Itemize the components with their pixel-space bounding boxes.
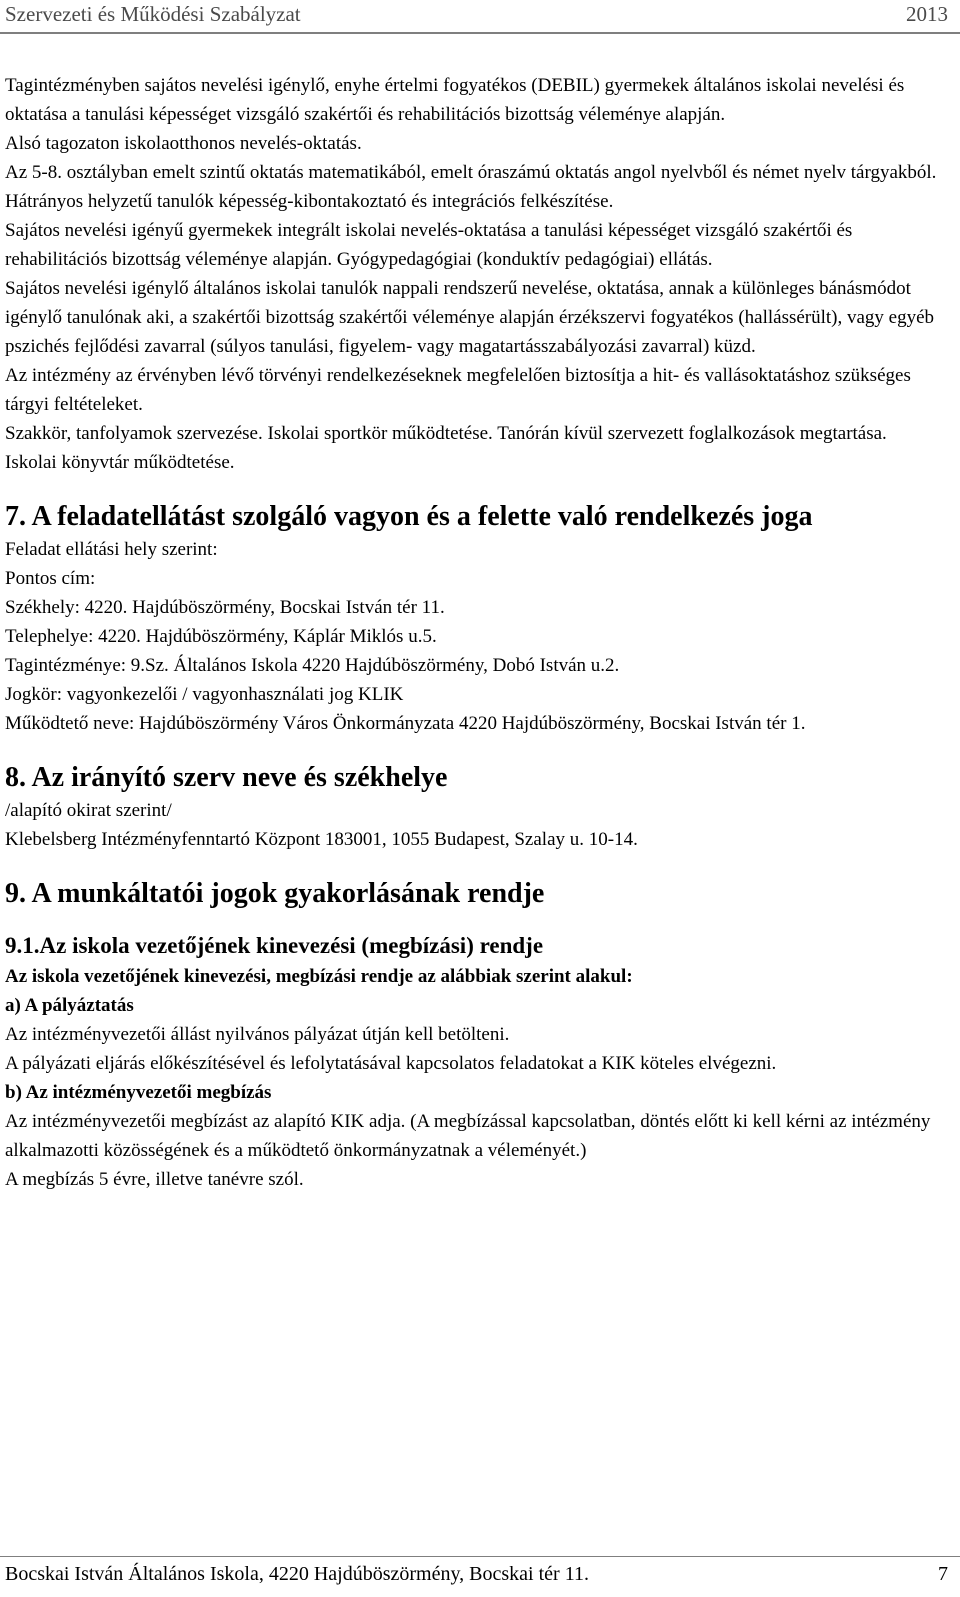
paragraph: Az intézmény az érvényben lévő törvényi rendelkezéseknek megfelelően biztosítja a hit- és vallásoktatáshoz szükséges tárgyi feltételeket. [5,365,911,415]
document-title: Szervezeti és Működési Szabályzat [5,2,301,26]
paragraph: Iskolai könyvtár működtetése. [5,452,235,473]
section-7-line: Tagintézménye: 9.Sz. Általános Iskola 4220 Hajdúböszörmény, Dobó István u.2. [5,655,620,676]
footer-school-address: Bocskai István Általános Iskola, 4220 Hajdúböszörmény, Bocskai tér 11. [5,1563,589,1585]
subsection-a-line: A pályázati eljárás előkészítésével és lefolytatásával kapcsolatos feladatokat a KIK köteles elvégezni. [5,1053,777,1074]
subsection-a-title: a) A pályáztatás [5,995,134,1016]
paragraph: Sajátos nevelési igényű gyermekek integrált iskolai nevelés-oktatása a tanulási képességet vizsgáló szakértői és rehabilitációs bizottság véleménye alapján. Gyógypedagógiai (konduktív pedagógiai) ellátás. [5,220,853,270]
document-year: 2013 [906,2,948,26]
paragraph: Az 5-8. osztályban emelt szintű oktatás matematikából, emelt óraszámú oktatás angol nyelvből és német nyelv tárgyakból. [5,162,937,183]
section-8-line: /alapító okirat szerint/ [5,800,172,821]
page-footer [0,1556,960,1597]
paragraph: Szakkör, tanfolyamok szervezése. Iskolai sportkör működtetése. Tanórán kívül szervezett foglalkozások megtartása. [5,423,887,444]
paragraph: Hátrányos helyzetű tanulók képesség-kibontakoztató és integrációs felkészítése. [5,191,614,212]
subsection-b-line: Az intézményvezetői megbízást az alapító KIK adja. (A megbízással kapcsolatban, döntés előtt ki kell kérni az intézmény alkalmazotti közösségének és a működtető önkormányzatnak a véleményét.) [5,1111,931,1161]
page-number: 7 [938,1563,948,1585]
section-8-line: Klebelsberg Intézményfenntartó Központ 183001, 1055 Budapest, Szalay u. 10-14. [5,829,638,850]
subsection-a-line: Az intézményvezetői állást nyilvános pályázat útján kell betölteni. [5,1024,510,1045]
paragraph: Alsó tagozaton iskolaotthonos nevelés-oktatás. [5,133,362,154]
section-8-heading: 8. Az irányító szerv neve és székhelye [5,762,448,793]
page-content [5,71,950,1194]
subsection-b-title: b) Az intézményvezetői megbízás [5,1082,272,1103]
section-9-intro: Az iskola vezetőjének kinevezési, megbízási rendje az alábbiak szerint alakul: [5,966,633,987]
page-header [0,0,960,34]
section-7-line: Pontos cím: [5,568,96,589]
section-9-1-heading: 9.1.Az iskola vezetőjének kinevezési (megbízási) rendje [5,933,544,958]
paragraph: Tagintézményben sajátos nevelési igénylő, enyhe értelmi fogyatékos (DEBIL) gyermekek általános iskolai nevelési és oktatása a tanulási képességet vizsgáló szakértői és rehabilitációs bizottság véleménye alapján. [5,75,905,125]
section-7-line: Székhely: 4220. Hajdúböszörmény, Bocskai István tér 11. [5,597,445,618]
section-9-heading: 9. A munkáltatói jogok gyakorlásának rendje [5,878,545,909]
section-7-heading: 7. A feladatellátást szolgáló vagyon és a felette való rendelkezés joga [5,501,813,532]
section-7-line: Jogkör: vagyonkezelői / vagyonhasználati jog KLIK [5,684,404,705]
paragraph: Sajátos nevelési igénylő általános iskolai tanulók nappali rendszerű nevelése, oktatása, annak a különleges bánásmódot igénylő tanulónak aki, a szakértői bizottság szakértői véleménye alapján érzékszervi fogyatékos (hallássérült), vagy egyéb pszichés fejlődési zavarral (súlyos tanulási, figyelem- vagy magatartásszabályozási zavarral) küzd. [5,278,935,357]
section-7-line: Feladat ellátási hely szerint: [5,539,218,560]
subsection-b-line: A megbízás 5 évre, illetve tanévre szól. [5,1169,304,1190]
section-7-line: Telephelye: 4220. Hajdúböszörmény, Káplár Miklós u.5. [5,626,437,647]
section-7-line: Működtető neve: Hajdúböszörmény Város Önkormányzata 4220 Hajdúböszörmény, Bocskai István tér 1. [5,713,806,734]
